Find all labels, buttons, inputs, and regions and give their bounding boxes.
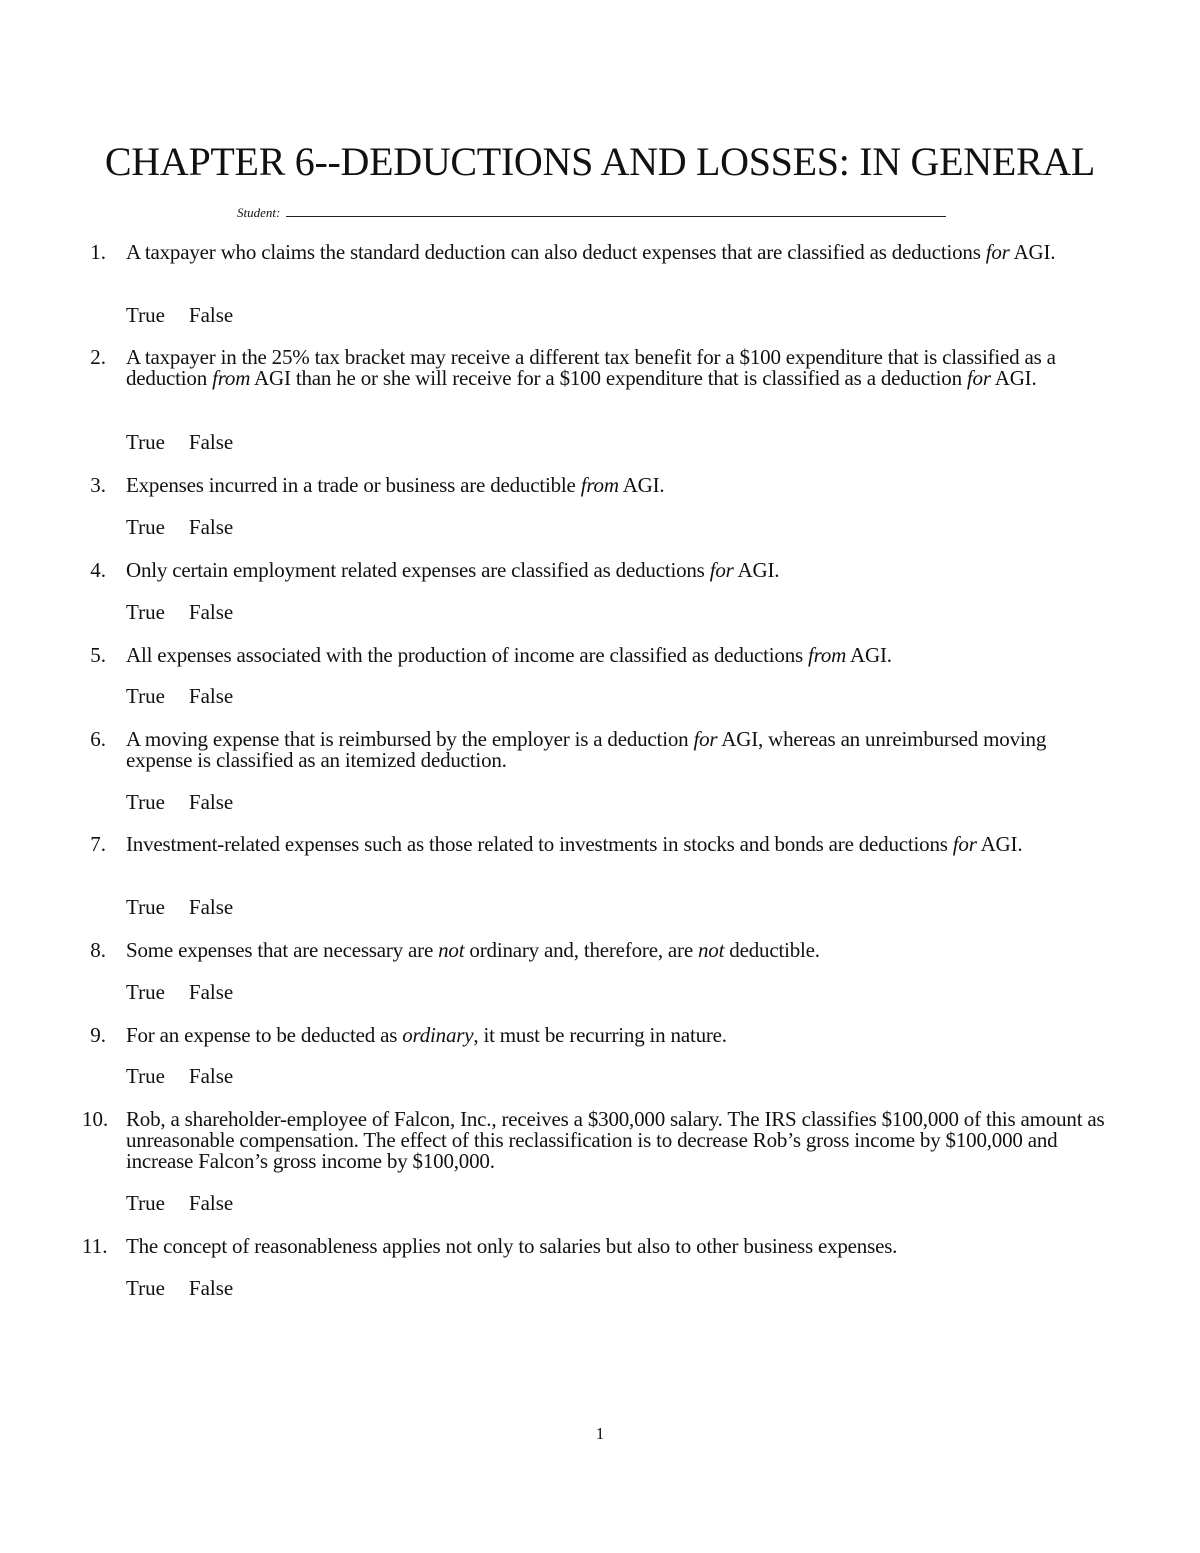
student-name-line: [237, 204, 946, 221]
question-number: 6.: [90, 727, 106, 751]
question-text-segment: A moving expense that is reimbursed by the employer is a deduction: [126, 727, 694, 751]
question-text-segment: AGI.: [733, 558, 780, 582]
question-text-emphasis: for: [966, 366, 991, 390]
answer-options: [126, 792, 233, 813]
answer-true-option[interactable]: True: [126, 430, 165, 454]
answer-options: [126, 982, 233, 1003]
question-text-segment: The concept of reasonableness applies not only to salaries but also to other business expenses.: [126, 1234, 898, 1258]
answer-false-option[interactable]: False: [188, 1064, 234, 1088]
question-text: [126, 1025, 1116, 1046]
question-text-segment: AGI than he or she will receive for a $100 expenditure that is classified as a deduction: [250, 366, 967, 390]
question-text-segment: Some expenses that are necessary are: [126, 938, 439, 962]
answer-options: [126, 1066, 233, 1087]
question-text-emphasis: for: [693, 727, 718, 751]
question-number: 7.: [90, 832, 106, 856]
answer-options: [126, 1193, 233, 1214]
question-text: [126, 1236, 1116, 1257]
question-text-emphasis: ordinary: [402, 1023, 474, 1047]
question-number: 1.: [90, 240, 106, 264]
answer-options: [126, 517, 233, 538]
question-text-segment: AGI.: [618, 473, 665, 497]
question-text: [126, 729, 1116, 771]
question-text-segment: AGI.: [976, 832, 1023, 856]
question-text-segment: Only certain employment related expenses are classified as deductions: [126, 558, 710, 582]
answer-false-option[interactable]: False: [188, 684, 234, 708]
question-text-segment: ordinary and, therefore, are: [464, 938, 698, 962]
question-number: 11.: [82, 1234, 108, 1258]
question-number: 5.: [90, 643, 106, 667]
question-text-emphasis: from: [580, 473, 619, 497]
question-text-segment: For an expense to be deducted as: [126, 1023, 403, 1047]
question-text: [126, 645, 1116, 666]
question-text-emphasis: for: [985, 240, 1010, 264]
question-text-emphasis: not: [698, 938, 725, 962]
question-text-emphasis: for: [952, 832, 977, 856]
question-text-segment: Investment-related expenses such as those related to investments in stocks and bonds are deductions: [126, 832, 953, 856]
answer-true-option[interactable]: True: [126, 1276, 165, 1300]
student-name-blank[interactable]: [286, 204, 946, 217]
page-number: 1: [595, 1424, 605, 1443]
question-text-emphasis: from: [212, 366, 251, 390]
answer-true-option[interactable]: True: [126, 980, 165, 1004]
answer-options: [126, 602, 233, 623]
answer-options: [126, 305, 233, 326]
answer-options: [126, 897, 233, 918]
question-number: 4.: [90, 558, 106, 582]
answer-false-option[interactable]: False: [188, 515, 234, 539]
question-text-segment: A taxpayer who claims the standard deduction can also deduct expenses that are classified as deductions: [126, 240, 986, 264]
answer-false-option[interactable]: False: [188, 600, 234, 624]
answer-true-option[interactable]: True: [126, 1064, 165, 1088]
question-text-segment: A taxpayer in the 25% tax bracket may receive a different tax benefit for a $100 expenditure that is classified as a deduction: [126, 345, 1056, 390]
answer-options: [126, 686, 233, 707]
question-text-segment: AGI.: [990, 366, 1037, 390]
question-text-emphasis: from: [808, 643, 847, 667]
answer-false-option[interactable]: False: [188, 1191, 234, 1215]
answer-true-option[interactable]: True: [126, 895, 165, 919]
question-text-segment: Expenses incurred in a trade or business are deductible: [126, 473, 581, 497]
answer-true-option[interactable]: True: [126, 1191, 165, 1215]
question-text-segment: deductible.: [724, 938, 820, 962]
question-text-segment: Rob, a shareholder-employee of Falcon, Inc., receives a $300,000 salary. The IRS classifies $100,000 of this amount as unreasonable compensation. The effect of this reclassification is to decrease Rob’s gross income by $100,000 and increase Falcon’s gross income by $100,000.: [126, 1107, 1105, 1173]
answer-false-option[interactable]: False: [188, 980, 234, 1004]
question-text: [126, 475, 1116, 496]
answer-true-option[interactable]: True: [126, 790, 165, 814]
answer-false-option[interactable]: False: [188, 790, 234, 814]
question-number: 9.: [90, 1023, 106, 1047]
question-text: [126, 560, 1116, 581]
answer-options: [126, 1278, 233, 1299]
question-text: [126, 1109, 1116, 1172]
question-text-segment: AGI.: [846, 643, 892, 667]
answer-true-option[interactable]: True: [126, 303, 165, 327]
answer-true-option[interactable]: True: [126, 600, 165, 624]
question-number: 3.: [90, 473, 106, 497]
answer-true-option[interactable]: True: [126, 684, 165, 708]
answer-false-option[interactable]: False: [188, 303, 234, 327]
question-text-segment: AGI, whereas an unreimbursed moving expense is classified as an itemized deduction.: [126, 727, 1047, 772]
question-text-segment: AGI.: [1009, 240, 1056, 264]
student-label: Student:: [237, 205, 281, 220]
page-title: CHAPTER 6--DEDUCTIONS AND LOSSES: IN GENERAL: [104, 139, 1096, 184]
question-text: [126, 940, 1116, 961]
answer-false-option[interactable]: False: [188, 1276, 234, 1300]
answer-false-option[interactable]: False: [188, 895, 234, 919]
answer-false-option[interactable]: False: [188, 430, 234, 454]
question-text-emphasis: for: [709, 558, 734, 582]
question-text-segment: , it must be recurring in nature.: [473, 1023, 727, 1047]
question-number: 10.: [82, 1107, 109, 1131]
question-number: 2.: [90, 345, 106, 369]
answer-true-option[interactable]: True: [126, 515, 165, 539]
question-text-emphasis: not: [438, 938, 465, 962]
question-text-segment: All expenses associated with the production of income are classified as deductions: [126, 643, 809, 667]
question-text: [126, 834, 1116, 855]
question-number: 8.: [90, 938, 106, 962]
question-text: [126, 242, 1116, 263]
answer-options: [126, 432, 233, 453]
question-text: [126, 347, 1116, 389]
